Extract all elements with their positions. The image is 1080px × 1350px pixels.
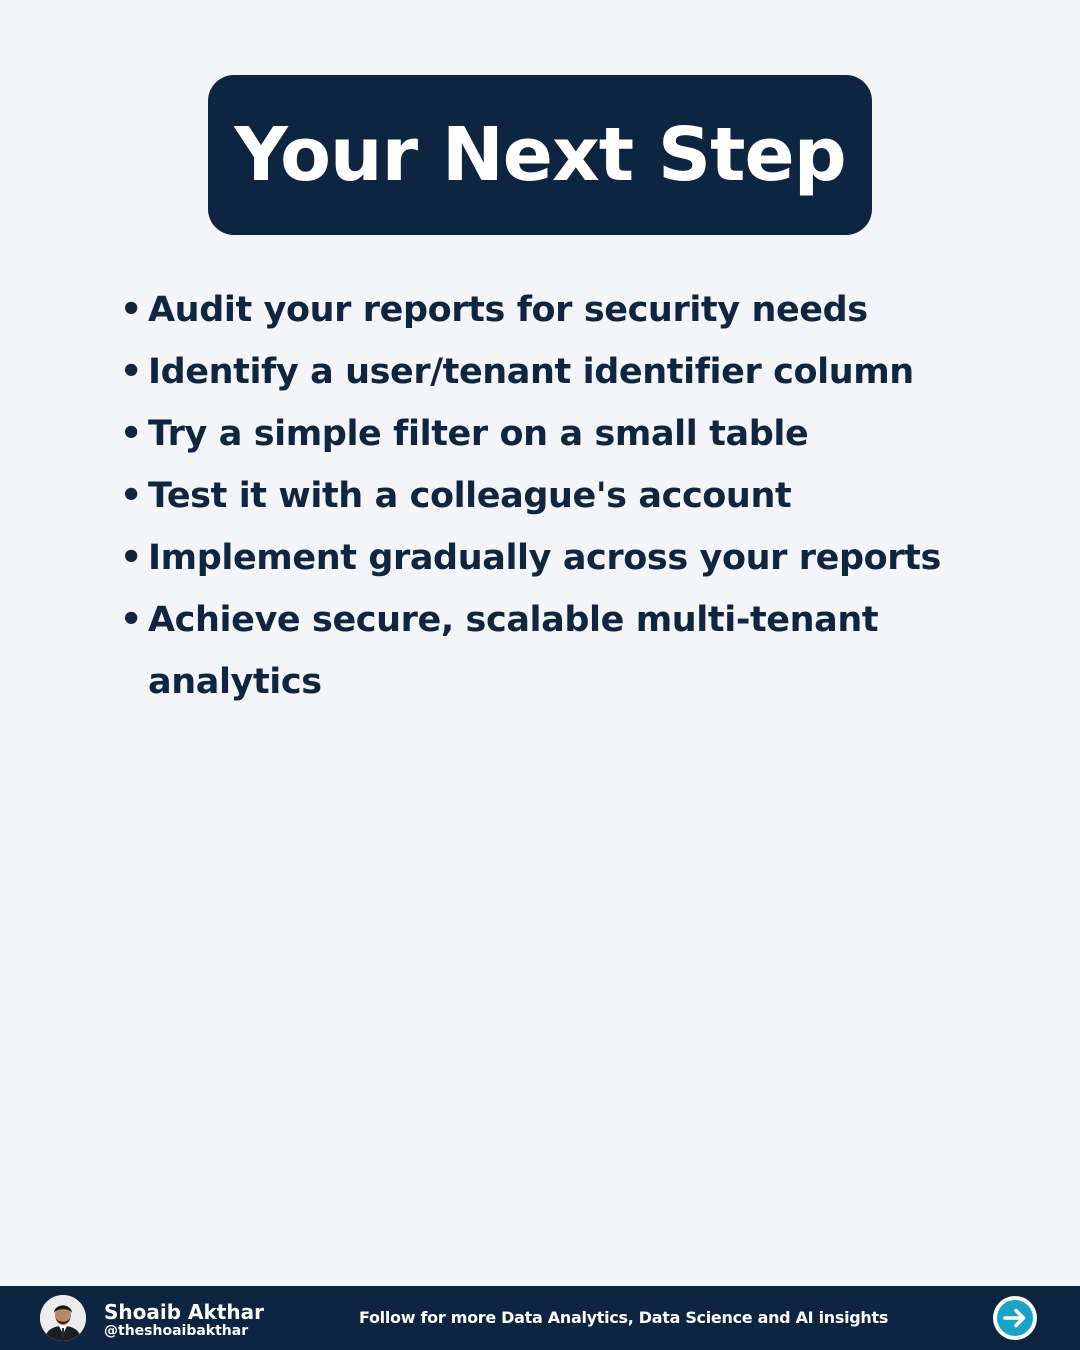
list-item-text: Audit your reports for security needs (148, 290, 868, 330)
arrow-right-circle-icon (992, 1295, 1038, 1341)
list-item-text: Test it with a colleague's account (148, 476, 792, 516)
title-banner (208, 75, 872, 235)
list-item-text: Identify a user/tenant identifier column (148, 352, 914, 392)
avatar (40, 1295, 86, 1341)
list-item (120, 341, 1020, 403)
bullet-dot: • (120, 414, 142, 454)
list-item-text: Try a simple filter on a small table (148, 414, 809, 454)
bullet-dot: • (120, 600, 142, 640)
follow-cta-text: Follow for more Data Analytics, Data Science and AI insights (359, 1308, 889, 1327)
footer-bar (0, 1286, 1080, 1350)
list-item-text: Implement gradually across your reports (148, 538, 941, 578)
bullet-dot: • (120, 476, 142, 516)
bullet-dot: • (120, 290, 142, 330)
list-item (120, 527, 1020, 589)
list-item (120, 403, 1020, 465)
author-name: Shoaib Akthar (104, 1300, 264, 1324)
list-item (120, 589, 1020, 713)
avatar-portrait-icon (40, 1295, 86, 1341)
bullet-dot: • (120, 538, 142, 578)
page-title: Your Next Step (234, 112, 846, 198)
list-item (120, 279, 1020, 341)
list-item (120, 465, 1020, 527)
bullet-dot: • (120, 352, 142, 392)
next-slide-button[interactable] (992, 1295, 1038, 1341)
list-item-text: Achieve secure, scalable multi-tenant analytics (148, 600, 879, 702)
author-handle: @theshoaibakthar (104, 1323, 249, 1339)
next-steps-list (120, 279, 1020, 713)
